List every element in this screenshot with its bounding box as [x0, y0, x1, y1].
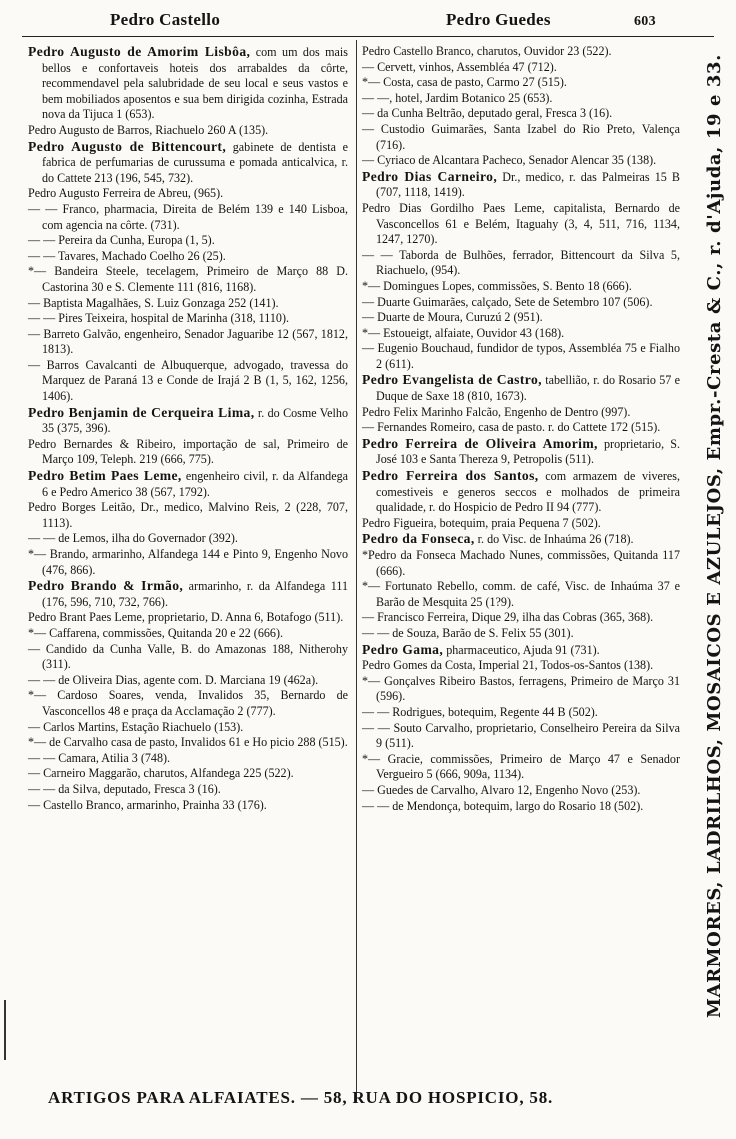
entry-details: Pedro Felix Marinho Falcão, Engenho de Dentro (997). — [362, 404, 631, 419]
footer-advertisement: ARTIGOS PARA ALFAIATES. — 58, RUA DO HOSPICIO, 58. — [48, 1088, 554, 1107]
directory-entry — [362, 169, 680, 201]
margin-mark — [4, 1000, 6, 1060]
entry-details: Pedro Figueira, botequim, praia Pequena 7 (502). — [362, 515, 601, 530]
directory-entry — [362, 310, 680, 326]
column-divider — [356, 40, 357, 1102]
side-advertisement-text: MARMORES, LADRILHOS, MOSAICOS E AZULEJOS, Empr.-Cresta & C., r. d'Ajuda, 19 e 33. — [704, 53, 725, 1018]
entry-details: — — Camara, Atilia 3 (748). — [28, 750, 171, 765]
entry-name: Pedro Gama, — [362, 641, 444, 657]
entry-details: *— Estoueigt, alfaiate, Ouvidor 43 (168). — [362, 325, 565, 340]
directory-entry — [362, 106, 680, 122]
directory-entry — [362, 326, 680, 342]
entry-name: Pedro Evangelista de Castro, — [362, 372, 542, 388]
header-rule — [22, 36, 714, 37]
directory-entry — [28, 626, 348, 642]
directory-entry — [28, 249, 348, 265]
entry-details: — — Franco, pharmacia, Direita de Belém 139 e 140 Lisboa, com agencia na côrte. (731). — [28, 201, 348, 232]
entry-details: — Cervett, vinhos, Assembléa 47 (712). — [362, 59, 557, 74]
entry-details: Pedro Augusto de Barros, Riachuelo 260 A (135). — [28, 122, 269, 137]
entry-details: *— Fortunato Rebello, comm. de café, Visc. de Inhaúma 37 e Barão de Mesquita 25 (1?9). — [362, 579, 680, 609]
entry-details: *— Bandeira Steele, tecelagem, Primeiro de Março 88 D. Castorina 30 e S. Clemente 111 (816, 1168). — [28, 264, 348, 294]
entry-details: — Carneiro Maggarão, charutos, Alfandega 225 (522). — [28, 766, 294, 781]
entry-details: *— Gonçalves Ribeiro Bastos, ferragens, Primeiro de Março 31 (596). — [362, 673, 680, 704]
entry-details: *— Brando, armarinho, Alfandega 144 e Pinto 9, Engenho Novo (476, 866). — [28, 547, 348, 577]
entry-name: Pedro da Fonseca, — [362, 531, 475, 547]
directory-entry — [362, 201, 680, 248]
directory-entry — [28, 405, 348, 437]
entry-details: — Francisco Ferreira, Dique 29, ilha das Cobras (365, 368). — [362, 610, 654, 625]
directory-entry — [362, 783, 680, 799]
directory-entry — [28, 327, 348, 358]
directory-entry — [362, 420, 680, 436]
entry-details: r. do Cosme Velho 35 (375, 396). — [42, 405, 348, 436]
directory-entry — [362, 75, 680, 91]
entry-details: engenheiro civil, r. da Alfandega 6 e Pedro Americo 38 (567, 1792). — [42, 469, 348, 499]
entry-details: — Duarte de Moura, Curuzú 2 (951). — [362, 310, 543, 325]
entry-details: — — de Mendonça, botequim, largo do Rosario 18 (502). — [362, 798, 644, 813]
directory-entry — [28, 468, 348, 500]
entry-details: — — Tavares, Machado Coelho 26 (25). — [28, 248, 226, 263]
directory-entry — [362, 705, 680, 721]
directory-entry — [28, 610, 348, 626]
entry-details: — Barros Cavalcanti de Albuquerque, advogado, travessa do Marquez de Paraná 13 e Conde de Irajá 2 B (1, 5, 162, 1256, 1406). — [28, 357, 348, 404]
entry-details: — Barreto Galvão, engenheiro, Senador Jaguaribe 12 (567, 1812, 1813). — [28, 326, 348, 357]
directory-entry — [28, 751, 348, 767]
entry-details: — — de Lemos, ilha do Governador (392). — [28, 531, 238, 546]
entry-details: Pedro Gomes da Costa, Imperial 21, Todos-os-Santos (138). — [362, 658, 654, 673]
directory-entry — [28, 202, 348, 233]
entry-details: — Eugenio Bouchaud, fundidor de typos, Assembléa 75 e Fialho 2 (611). — [362, 341, 680, 371]
entry-name: Pedro Betim Paes Leme, — [28, 468, 182, 484]
directory-entry — [362, 295, 680, 311]
directory-entry — [362, 752, 680, 783]
entry-details: — — Rodrigues, botequim, Regente 44 B (502). — [362, 704, 598, 719]
entry-details: Pedro Brant Paes Leme, proprietario, D. Anna 6, Botafogo (511). — [28, 610, 344, 625]
directory-entry — [28, 735, 348, 751]
left-column — [28, 44, 348, 813]
entry-details: — Fernandes Romeiro, casa de pasto. r. do Cattete 172 (515). — [362, 420, 661, 435]
entry-details: tabellião, r. do Rosario 57 e Duque de Saxe 18 (810, 1673). — [376, 373, 680, 404]
entry-details: *— Gracie, commissões, Primeiro de Março 47 e Senador Vergueiro 5 (666, 909a, 1134). — [362, 751, 680, 782]
entry-details: Pedro Bernardes & Ribeiro, importação de sal, Primeiro de Março 109, Teleph. 219 (666, 775). — [28, 436, 348, 467]
directory-entry — [362, 60, 680, 76]
entry-details: pharmaceutico, Ajuda 91 (731). — [443, 642, 600, 657]
entry-details: r. do Visc. de Inhaúma 26 (718). — [474, 532, 634, 547]
directory-entry — [28, 139, 348, 187]
directory-entry — [28, 673, 348, 689]
directory-entry — [362, 468, 680, 516]
directory-entry — [362, 153, 680, 169]
directory-entry — [362, 674, 680, 705]
directory-entry — [28, 311, 348, 327]
entry-details: com um dos mais bellos e confortaveis hoteis dos arrabaldes da côrte, recommendavel pela salubridade de seu local e seus vastos e bem mobiliados aposentos e sua bem dirigida cozinha, Estrada nova da Tijuca 1 (653). — [42, 45, 348, 122]
entry-details: — — da Silva, deputado, Fresca 3 (16). — [28, 781, 221, 796]
directory-entry — [28, 720, 348, 736]
entry-name: Pedro Augusto de Amorim Lisbôa, — [28, 44, 251, 59]
entry-details: — — Pires Teixeira, hospital de Marinha (318, 1110). — [28, 311, 290, 326]
entry-details: — Baptista Magalhães, S. Luiz Gonzaga 252 (141). — [28, 295, 279, 310]
entry-details: — Duarte Guimarães, calçado, Sete de Setembro 107 (506). — [362, 294, 653, 309]
entry-details: — da Cunha Beltrão, deputado geral, Fresca 3 (16). — [362, 106, 613, 121]
entry-details: com armazem de viveres, comestiveis e generos seccos e molhados de primeira qualidade, r. do Hospicio de Pedro II 94 (777). — [376, 469, 680, 515]
directory-entry — [28, 233, 348, 249]
entry-name: Pedro Ferreira dos Santos, — [362, 468, 539, 484]
running-header-left: Pedro Castello — [110, 10, 221, 29]
entry-details: — — Souto Carvalho, proprietario, Conselheiro Pereira da Silva 9 (511). — [362, 720, 680, 751]
directory-entry — [28, 531, 348, 547]
entry-details: *— Cardoso Soares, venda, Invalidos 35, Bernardo de Vasconcellos 48 e praça da Acclamação 2 (777). — [28, 688, 348, 718]
entry-details: armarinho, r. da Alfandega 111 (176, 596, 710, 732, 766). — [42, 579, 349, 609]
directory-entry — [28, 500, 348, 531]
directory-entry — [362, 658, 680, 674]
entry-details: *Pedro da Fonseca Machado Nunes, commissões, Quitanda 117 (666). — [362, 548, 680, 578]
right-column — [362, 44, 680, 814]
directory-entry — [362, 279, 680, 295]
directory-entry — [362, 799, 680, 815]
entry-name: Pedro Dias Carneiro, — [362, 168, 498, 184]
entry-details: Pedro Castello Branco, charutos, Ouvidor 23 (522). — [362, 44, 612, 58]
directory-entry — [28, 782, 348, 798]
directory-entry — [362, 405, 680, 421]
directory-entry — [362, 531, 680, 548]
directory-entry — [28, 186, 348, 202]
directory-entry — [28, 296, 348, 312]
directory-entry — [362, 248, 680, 279]
directory-entry — [362, 548, 680, 579]
directory-entry — [362, 372, 680, 404]
entry-details: — Cyriaco de Alcantara Pacheco, Senador Alencar 35 (138). — [362, 153, 657, 168]
directory-entry — [28, 798, 348, 814]
entry-details: — — de Oliveira Dias, agente com. D. Marciana 19 (462a). — [28, 672, 319, 687]
entry-details: — — Taborda de Bulhões, ferrador, Bittencourt da Silva 5, Riachuelo, (954). — [362, 247, 680, 278]
entry-name: Pedro Augusto de Bittencourt, — [28, 138, 227, 154]
entry-details: *— Costa, casa de pasto, Carmo 27 (515). — [362, 75, 567, 90]
directory-entry — [362, 44, 680, 60]
entry-name: Pedro Brando & Irmão, — [28, 578, 184, 594]
directory-entry — [362, 721, 680, 752]
running-header-right: Pedro Guedes — [446, 10, 551, 29]
directory-entry — [28, 123, 348, 139]
directory-entry — [28, 44, 348, 123]
entry-details: Pedro Dias Gordilho Paes Leme, capitalista, Bernardo de Vasconcellos 61 e Belém, Itaguahy (3, 4, 511, 716, 1134, 1247, 1270). — [362, 200, 680, 247]
entry-details: — —, hotel, Jardim Botanico 25 (653). — [362, 90, 553, 105]
entry-details: — Custodio Guimarães, Santa Izabel do Rio Preto, Valença (716). — [362, 121, 680, 152]
directory-entry — [362, 91, 680, 107]
directory-entry — [362, 341, 680, 372]
directory-entry — [362, 516, 680, 532]
directory-entry — [362, 436, 680, 468]
directory-entry — [28, 642, 348, 673]
entry-details: *— Domingues Lopes, commissões, S. Bento 18 (666). — [362, 278, 632, 293]
entry-name: Pedro Benjamin de Cerqueira Lima, — [28, 404, 255, 420]
entry-details: *— de Carvalho casa de pasto, Invalidos 61 e Ho picio 288 (515). — [28, 735, 348, 750]
entry-details: — Carlos Martins, Estação Riachuelo (153). — [28, 719, 244, 734]
directory-entry — [28, 578, 348, 610]
entry-details: — — Pereira da Cunha, Europa (1, 5). — [28, 233, 215, 248]
page-number: 603 — [634, 14, 656, 29]
entry-details: *— Caffarena, commissões, Quitanda 20 e 22 (666). — [28, 625, 284, 640]
directory-entry — [362, 122, 680, 153]
entry-name: Pedro Ferreira de Oliveira Amorim, — [362, 435, 598, 451]
directory-entry — [362, 642, 680, 659]
entry-details: — — de Souza, Barão de S. Felix 55 (301). — [362, 625, 574, 640]
directory-entry — [362, 579, 680, 610]
directory-entry — [362, 626, 680, 642]
directory-entry — [28, 264, 348, 295]
entry-details: Pedro Borges Leitão, Dr., medico, Malvino Reis, 2 (228, 707, 1113). — [28, 500, 348, 530]
entry-details: — Guedes de Carvalho, Alvaro 12, Engenho Novo (253). — [362, 782, 641, 797]
directory-entry — [28, 437, 348, 468]
entry-details: proprietario, S. José 103 e Santa Thereza 9, Petropolis (511). — [376, 436, 680, 467]
entry-details: — Candido da Cunha Valle, B. do Amazonas 188, Nitherohy (311). — [28, 641, 348, 672]
entry-details: gabinete de dentista e fabrica de perfumarias de curussuma e pomada anticalvica, r. do Cattete 213 (196, 545, 732). — [42, 139, 348, 185]
directory-entry — [28, 766, 348, 782]
directory-entry — [28, 547, 348, 578]
entry-details: — Castello Branco, armarinho, Prainha 33 (176). — [28, 797, 267, 812]
directory-entry — [362, 610, 680, 626]
directory-entry — [28, 688, 348, 719]
side-advertisement — [704, 53, 725, 1019]
directory-entry — [28, 358, 348, 405]
entry-details: Dr., medico, r. das Palmeiras 15 B (707, 1118, 1419). — [376, 169, 681, 200]
entry-details: Pedro Augusto Ferreira de Abreu, (965). — [28, 186, 224, 201]
